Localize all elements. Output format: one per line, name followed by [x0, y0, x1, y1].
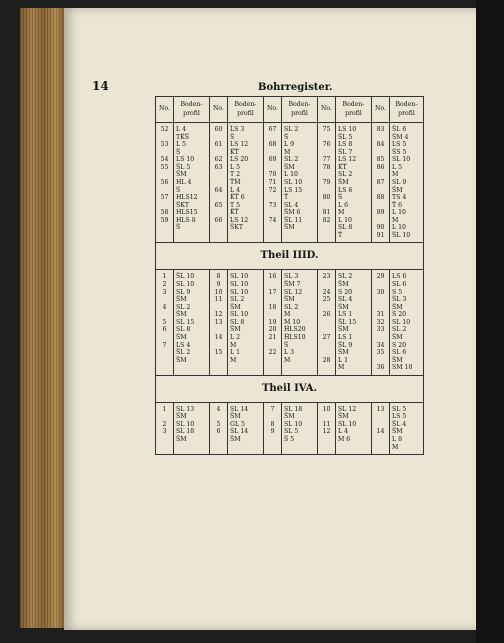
bodenprofil-cell: SL 2 S̅ L 9 M SL 2 S̅M L 10 SL 10 LS 15 T̅ SL 4 S̅M 6 S̅L 11 S̅M	[282, 123, 318, 243]
column-header-no: No.	[156, 97, 174, 123]
page-title: Bohrregister.	[258, 82, 333, 93]
section-heading: Theil IVA.	[156, 375, 424, 402]
register-table	[155, 96, 424, 455]
column-header-profil: Boden- profil	[174, 97, 210, 123]
section-heading: Theil IIID.	[156, 243, 424, 270]
column-header-profil: Boden- profil	[390, 97, 424, 123]
bodenprofil-cell: SL 12 S̅M SL 10 L 4 M 6	[336, 402, 372, 454]
section-heading-row	[156, 375, 424, 402]
bodenprofil-cell: SL 5 LS 5 S̅L 4 S̅M L 8 M	[390, 402, 424, 454]
bohr-number-cell: 16 17 18 19 20 21 22	[264, 270, 282, 375]
bohr-number-cell: 75 76 77 78 79 80 81 82	[318, 123, 336, 243]
column-header-no: No.	[318, 97, 336, 123]
bodenprofil-cell: SL 2 S̅M S 20 SL 4 S̅M LS 1 S̅L 15 S̅M LS 1 S̅L 9 S̅M L 1 M	[336, 270, 372, 375]
bodenprofil-cell: S̅L 6 S̅M 4 LS 5 S̅S 5 SL 10 L 5 M SL 9 S̅M TS 4 T̅ 6 L 10 M L 10 S̅L 10	[390, 123, 424, 243]
bohr-number-cell: 60 61 62 63 64 65 66	[210, 123, 228, 243]
column-header-profil: Boden- profil	[282, 97, 318, 123]
scan-border	[476, 0, 504, 643]
column-header-no: No.	[210, 97, 228, 123]
table-row	[156, 402, 424, 454]
bodenprofil-cell: SL 10 SL 10 SL 10 SL 2 S̅M SL 10 SL 8 S̅M L 2 M L 1 M	[228, 270, 264, 375]
column-header-profil: Boden- profil	[228, 97, 264, 123]
bohr-number-cell: 83 84 85 86 87 88 89 90 91	[372, 123, 390, 243]
section-heading-row	[156, 243, 424, 270]
bodenprofil-cell: SL 18 S̅M SL 10 SL 5 S̅ 5	[282, 402, 318, 454]
bodenprofil-cell: LS 10 S̅L 5 LS 8 S̅L 7 LS 12 K̅T̅ SL 2 S̅M LS 6 S̅ L 6 M L 10 SL 8 T̅	[336, 123, 372, 243]
table-row	[156, 123, 424, 243]
bohr-number-cell: 7 8 9	[264, 402, 282, 454]
column-header-no: No.	[264, 97, 282, 123]
table-body	[156, 123, 424, 455]
bohr-number-cell: 29 30 31 32 33 34 35 36	[372, 270, 390, 375]
bodenprofil-cell: L̅S 3 S̅ LS 12 K̅T̅ LS 20 L 5 T 2 T̅M̅ L 4 K̅T̅ 6 T 5 K̅T̅ LS 12 S̅KT	[228, 123, 264, 243]
column-header-profil: Boden- profil	[336, 97, 372, 123]
page-number: 14	[92, 79, 109, 93]
bohr-number-cell: 1 2 3 4 5 6 7	[156, 270, 174, 375]
table-header-row	[156, 97, 424, 123]
bodenprofil-cell: SL 13 S̅M SL 10 SL 18 S̅M	[174, 402, 210, 454]
bohr-number-cell: 8 9 10 11 12 13 14 15	[210, 270, 228, 375]
bodenprofil-cell: L 4 TK̅S̅ L 5 S̅ LS 10 S̅L 5 S̅M HL 4 S̅ HLS12 S̅KT HLS15 HLS 8 S̅	[174, 123, 210, 243]
bohr-number-cell: 4 5 6	[210, 402, 228, 454]
bodenprofil-cell: SL 14 S̅M GL 5 SL 14 S̅M	[228, 402, 264, 454]
bohr-number-cell: 52 53 54 55 56 57 58 59	[156, 123, 174, 243]
bodenprofil-cell: SL 3 S̅M 7 SL 12 S̅M SL 2 M M 10 H̅LS20 H̅LS10 S̅ L 3 M	[282, 270, 318, 375]
bohr-number-cell: 10 11 12	[318, 402, 336, 454]
bohr-number-cell: 13 14	[372, 402, 390, 454]
column-header-no: No.	[372, 97, 390, 123]
bohr-number-cell: 23 24 25 26 27 28	[318, 270, 336, 375]
table-row	[156, 270, 424, 375]
bodenprofil-cell: S̅L 10 SL 10 SL 9 S̅M SL 2 S̅M SL 15 SL 8 S̅M LS 4 S̅L 2 S̅M	[174, 270, 210, 375]
bohr-number-cell: 1 2 3	[156, 402, 174, 454]
bodenprofil-cell: LS 6 SL 6 S 5 S̅L 3 S̅M S 20 SL 10 SL 2 S̅M S 20 SL 6 S̅M SM 10	[390, 270, 424, 375]
page-edges	[20, 8, 68, 628]
bohr-number-cell: 67 68 69 70 71 72 73 74	[264, 123, 282, 243]
